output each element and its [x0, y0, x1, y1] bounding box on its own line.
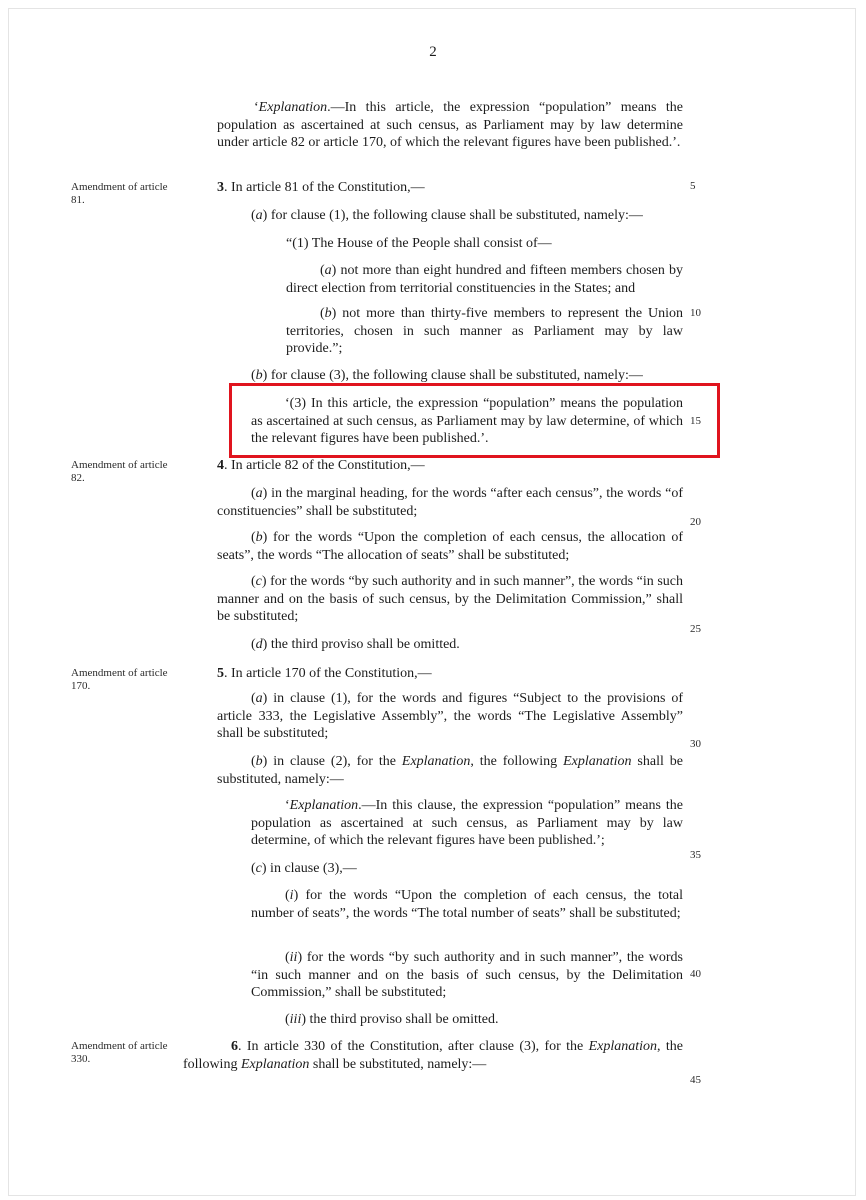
page-number: 2: [429, 44, 437, 60]
line-number: 20: [690, 516, 701, 528]
clause-5b: (b) in clause (2), for the Explanation, the following Explanation shall be substituted, namely:—: [217, 754, 683, 787]
explanation-paragraph: ‘Explanation.—In this article, the expression “population” means the population as ascertained at such census, as Parliament may by law determine under article 82 or article 170, of which the relevant figures have been published.’.: [217, 100, 683, 150]
clause-5c: (c) in clause (3),—: [251, 861, 357, 876]
line-number: 40: [690, 968, 701, 980]
clause-4a: (a) in the marginal heading, for the words “after each census”, the words “of constituencies” shall be substituted;: [217, 486, 683, 519]
clause-4c: (c) for the words “by such authority and in such manner”, the words “in such manner and on the basis of such census, by the Delimitation Commission,” shall be substituted;: [217, 574, 683, 624]
subclause-5c-ii: (ii) for the words “by such authority and in such manner”, the words “in such manner and on the basis of such census, by the Delimitation Commission,” shall be substituted;: [251, 950, 683, 1000]
line-number: 10: [690, 307, 701, 319]
margin-note-article-330: Amendment of article 330.: [71, 1040, 168, 1065]
clause-3a-quote: “(1) The House of the People shall consist of—: [286, 236, 552, 251]
line-number: 25: [690, 623, 701, 635]
section-4-heading: 4. In article 82 of the Constitution,—: [217, 458, 425, 473]
margin-note-article-82: Amendment of article 82.: [71, 459, 168, 484]
subclause-1a: (a) not more than eight hundred and fifteen members chosen by direct election from territorial constituencies in the States; and: [286, 263, 683, 296]
line-number: 30: [690, 738, 701, 750]
line-number: 35: [690, 849, 701, 861]
subclause-1b: (b) not more than thirty-five members to represent the Union territories, chosen in such manner as Parliament may by law provide.”;: [286, 306, 683, 356]
clause-4d: (d) the third proviso shall be omitted.: [251, 637, 460, 652]
line-number: 15: [690, 415, 701, 427]
clause-5b-explanation: ‘Explanation.—In this clause, the expression “population” means the population as ascertained at such census, as Parliament may by law determine, of which the relevant figures have been published.’;: [251, 798, 683, 848]
section-5-heading: 5. In article 170 of the Constitution,—: [217, 666, 432, 681]
line-number: 5: [690, 180, 696, 192]
subclause-5c-i: (i) for the words “Upon the completion of each census, the total number of seats”, the words “The total number of seats” shall be substituted;: [251, 888, 683, 921]
clause-4b: (b) for the words “Upon the completion of each census, the allocation of seats”, the words “The allocation of seats” shall be substituted;: [217, 530, 683, 563]
highlight-box: [229, 383, 720, 458]
margin-note-article-170: Amendment of article 170.: [71, 667, 168, 692]
clause-3b: (b) for clause (3), the following clause shall be substituted, namely:—: [251, 368, 643, 383]
line-number: 45: [690, 1074, 701, 1086]
clause-3a: (a) for clause (1), the following clause shall be substituted, namely:—: [251, 208, 643, 223]
section-6-heading: 6. In article 330 of the Constitution, after clause (3), for the Explanation, the following Explanation shall be substituted, namely:—: [183, 1039, 683, 1072]
margin-note-article-81: Amendment of article 81.: [71, 181, 168, 206]
clause-5a: (a) in clause (1), for the words and figures “Subject to the provisions of article 333, the Legislative Assembly”, the words “The Legislative Assembly” shall be substituted;: [217, 691, 683, 741]
clause-3b-quote: ‘(3) In this article, the expression “population” means the population as ascertained at such census, as Parliament may by law determine, of which the relevant figures have been published.’.: [251, 396, 683, 446]
section-3-heading: 3. In article 81 of the Constitution,—: [217, 180, 425, 195]
subclause-5c-iii: (iii) the third proviso shall be omitted.: [285, 1012, 499, 1027]
